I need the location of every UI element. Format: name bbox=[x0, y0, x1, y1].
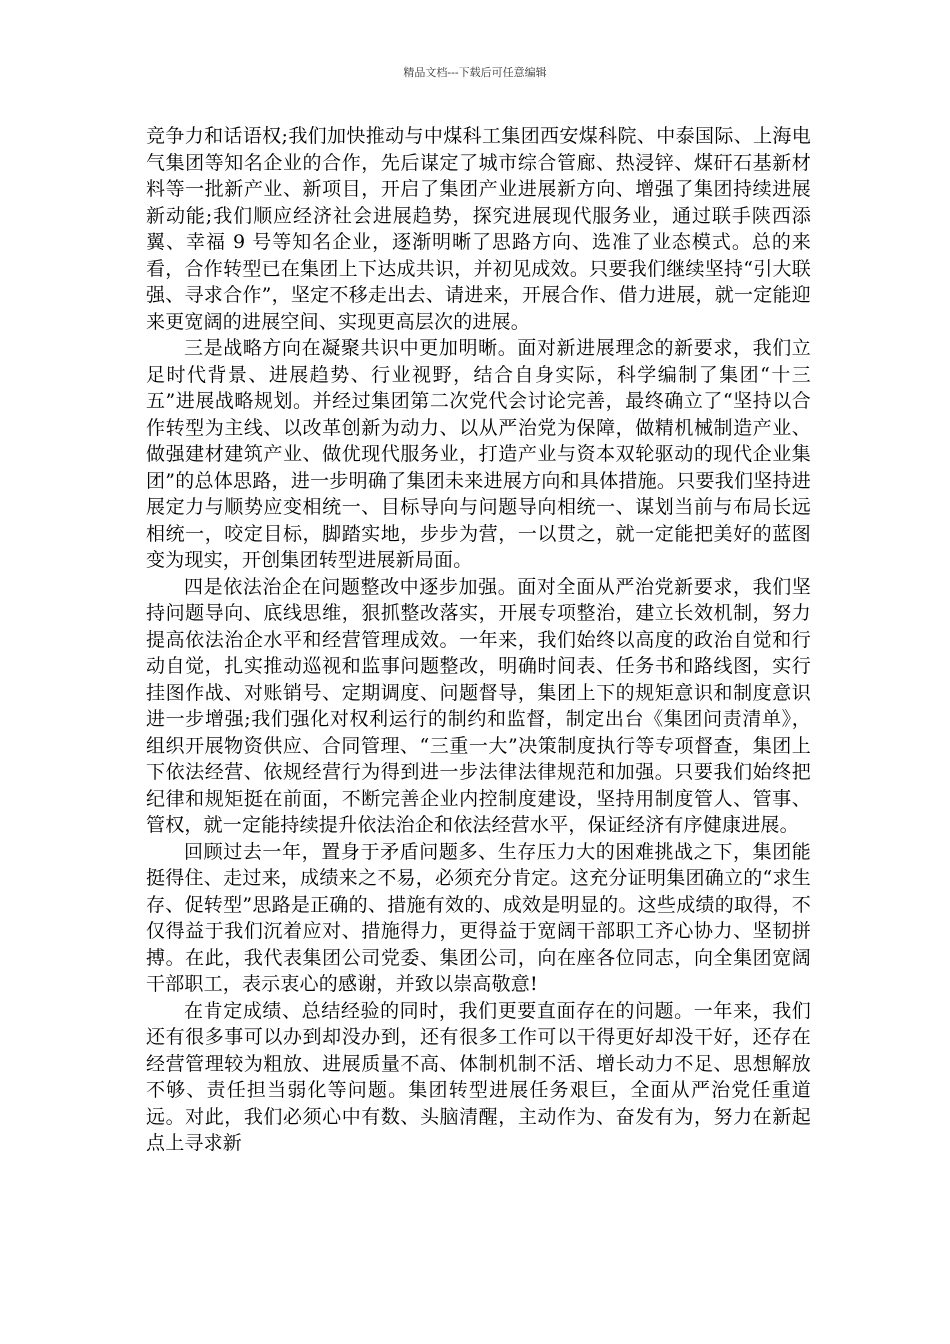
paragraph-3: 四是依法治企在问题整改中逐步加强。面对全面从严治党新要求，我们坚持问题导向、底线思维，狠抓整改落实，开展专项整治，建立长效机制，努力提高依法治企水平和经营管理成效。一年来，我们始终以高度的政治自觉和行动自觉，扎实推动巡视和监事问题整改，明确时间表、任务书和路线图，实行挂图作战、对账销号、定期调度、问题督导，集团上下的规矩意识和制度意识进一步增强;我们强化对权利运行的制约和监督，制定出台《集团问责清单》，组织开展物资供应、合同管理、“三重一大”决策制度执行等专项督查，集团上下依法经营、依规经营行为得到进一步法律法律规范和加强。只要我们始终把纪律和规矩挺在前面，不断完善企业内控制度建设，坚持用制度管人、管事、管权，就一定能持续提升依法治企和依法经营水平，保证经济有序健康进展。 bbox=[146, 575, 811, 836]
paragraph-2: 三是战略方向在凝聚共识中更加明晰。面对新进展理念的新要求，我们立足时代背景、进展趋势、行业视野，结合自身实际，科学编制了集团“十三五”进展战略规划。并经过集团第二次党代会讨论完善，最终确立了“坚持以合作转型为主线、以改革创新为动力、以从严治党为保障，做精机械制造产业、做强建材建筑产业、做优现代服务业，打造产业与资本双轮驱动的现代企业集团”的总体思路，进一步明确了集团未来进展方向和具体措施。只要我们坚持进展定力与顺势应变相统一、目标导向与问题导向相统一、谋划当前与布局长远相统一，咬定目标，脚踏实地，步步为营，一以贯之，就一定能把美好的蓝图变为现实，开创集团转型进展新局面。 bbox=[146, 337, 811, 571]
document-body bbox=[146, 123, 811, 1157]
paragraph-1: 竞争力和话语权;我们加快推动与中煤科工集团西安煤科院、中泰国际、上海电气集团等知名企业的合作，先后谋定了城市综合管廊、热浸锌、煤矸石基新材料等一批新产业、新项目，开启了集团产业进展新方向、增强了集团持续进展新动能;我们顺应经济社会进展趋势，探究进展现代服务业，通过联手陕西添翼、幸福 9 号等知名企业，逐渐明晰了思路方向、选准了业态模式。总的来看，合作转型已在集团上下达成共识，并初见成效。只要我们继续坚持“引大联强、寻求合作”，坚定不移走出去、请进来，开展合作、借力进展，就一定能迎来更宽阔的进展空间、实现更高层次的进展。 bbox=[146, 125, 811, 333]
paragraph-5: 在肯定成绩、总结经验的同时，我们更要直面存在的问题。一年来，我们还有很多事可以办到却没办到，还有很多工作可以干得更好却没干好，还存在经营管理较为粗放、进展质量不高、体制机制不活、增长动力不足、思想解放不够、责任担当弱化等问题。集团转型进展任务艰巨，全面从严治党任重道远。对此，我们必须心中有数、头脑清醒，主动作为、奋发有为，努力在新起点上寻求新 bbox=[146, 999, 811, 1154]
page-header: 精品文档---下载后可任意编辑 bbox=[403, 66, 547, 79]
paragraph-4: 回顾过去一年，置身于矛盾问题多、生存压力大的困难挑战之下，集团能挺得住、走过来，成绩来之不易，必须充分肯定。这充分证明集团确立的“求生存、促转型”思路是正确的、措施有效的、成效是明显的。这些成绩的取得，不仅得益于我们沉着应对、措施得力，更得益于宽阔干部职工齐心协力、坚韧拼搏。在此，我代表集团公司党委、集团公司，向在座各位同志，向全集团宽阔干部职工，表示衷心的感谢，并致以崇高敬意! bbox=[146, 840, 811, 995]
